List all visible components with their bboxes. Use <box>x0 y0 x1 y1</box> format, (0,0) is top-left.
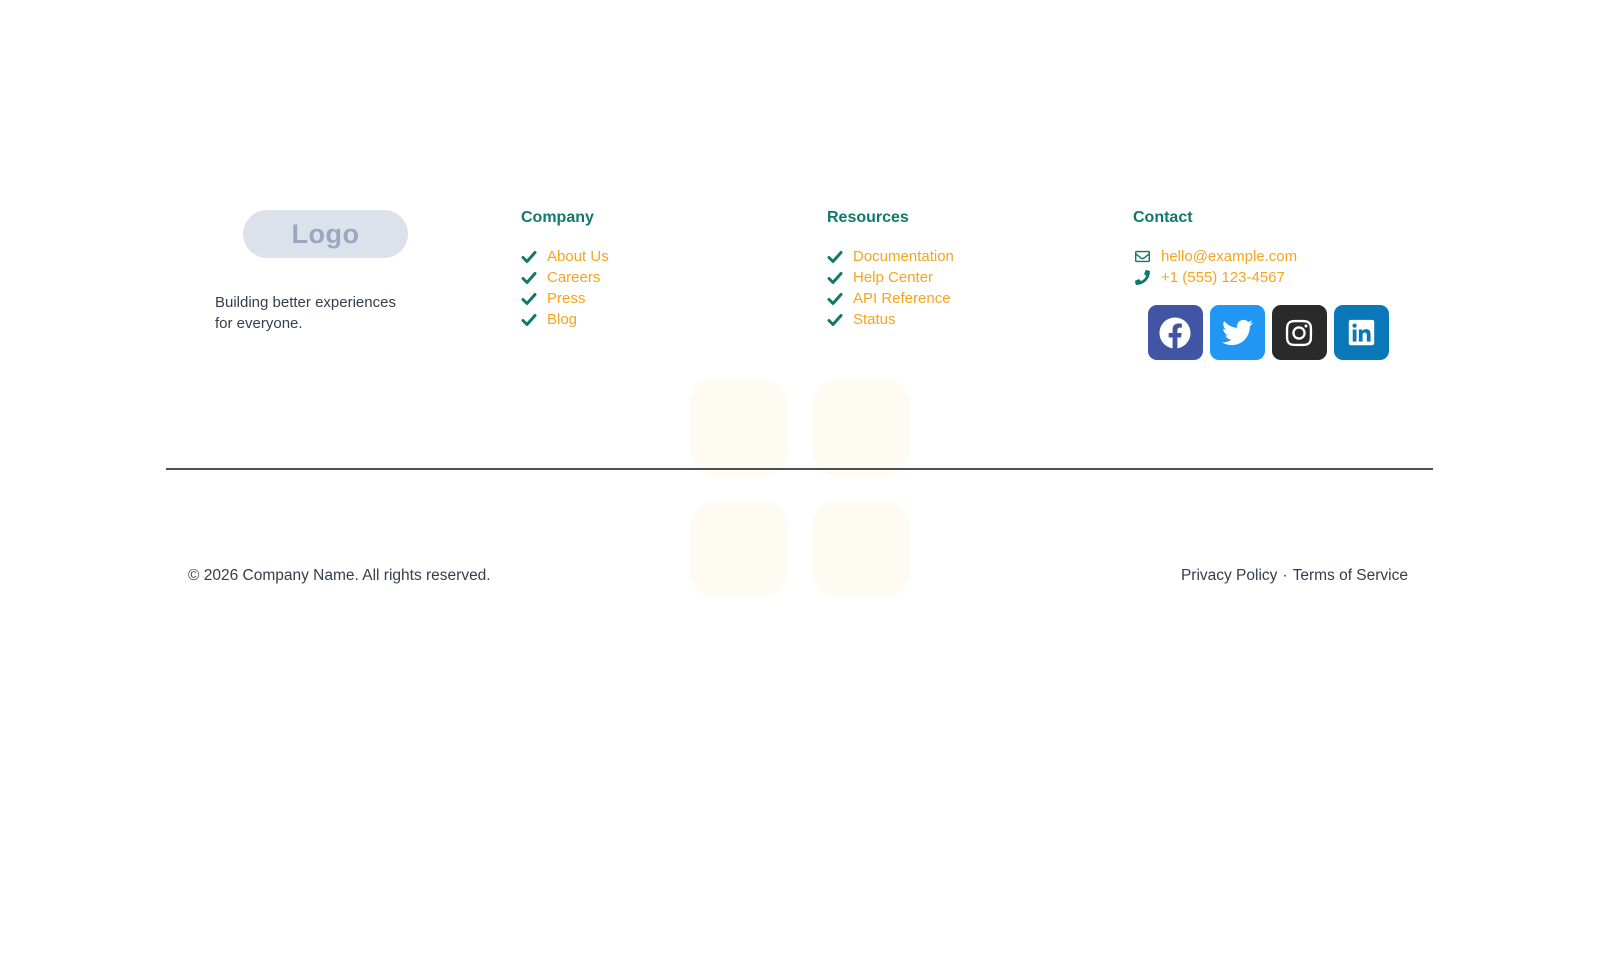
brand-tagline <box>215 292 485 334</box>
footer-row-help-center <box>827 267 1097 288</box>
social-links <box>1133 305 1403 360</box>
facebook-icon <box>1159 317 1191 349</box>
copyright-text: © 2026 Company Name. All rights reserved. <box>188 567 491 584</box>
phone-icon <box>1133 270 1152 285</box>
footer-link-blog[interactable]: Blog <box>547 311 578 328</box>
legal-separator: · <box>1282 567 1288 584</box>
bottom-bar <box>166 567 1433 585</box>
tagline-line-1: Building better experiences <box>215 294 396 311</box>
contact-email-link[interactable]: hello@example.com <box>1161 248 1298 265</box>
footer-columns <box>166 0 1433 360</box>
footer-link-press[interactable]: Press <box>547 290 586 307</box>
footer-link-documentation[interactable]: Documentation <box>853 248 954 265</box>
check-icon <box>827 271 843 285</box>
footer-link-api-reference[interactable]: API Reference <box>853 290 951 307</box>
check-icon <box>827 313 843 327</box>
check-icon <box>521 271 537 285</box>
tagline-line-2: for everyone. <box>215 315 303 332</box>
twitter-icon <box>1222 317 1253 348</box>
instagram-button[interactable] <box>1272 305 1327 360</box>
footer-column-resources <box>827 209 1097 330</box>
logo[interactable] <box>243 210 408 258</box>
contact-phone-row <box>1133 267 1403 288</box>
resources-column-title: Resources <box>827 209 909 226</box>
footer-link-status[interactable]: Status <box>853 311 896 328</box>
privacy-policy-link[interactable]: Privacy Policy <box>1180 567 1278 584</box>
footer-link-help-center[interactable]: Help Center <box>853 269 934 286</box>
footer-row-status <box>827 309 1097 330</box>
contact-email-row <box>1133 246 1403 267</box>
linkedin-icon <box>1347 318 1376 347</box>
footer <box>166 0 1433 585</box>
logo-text: Logo <box>291 218 360 249</box>
footer-divider <box>166 468 1433 470</box>
footer-row-documentation <box>827 246 1097 267</box>
terms-of-service-link[interactable]: Terms of Service <box>1292 567 1408 584</box>
check-icon <box>827 250 843 264</box>
check-icon <box>827 292 843 306</box>
facebook-button[interactable] <box>1148 305 1203 360</box>
footer-row-api-reference <box>827 288 1097 309</box>
brand-column <box>215 209 485 334</box>
instagram-icon <box>1284 318 1314 348</box>
footer-row-careers <box>521 267 791 288</box>
contact-column-title: Contact <box>1133 209 1193 226</box>
footer-row-press <box>521 288 791 309</box>
footer-row-about-us <box>521 246 791 267</box>
footer-column-company <box>521 209 791 330</box>
twitter-button[interactable] <box>1210 305 1265 360</box>
check-icon <box>521 250 537 264</box>
envelope-icon <box>1133 249 1152 264</box>
footer-row-blog <box>521 309 791 330</box>
footer-column-contact <box>1133 209 1403 360</box>
linkedin-button[interactable] <box>1334 305 1389 360</box>
check-icon <box>521 313 537 327</box>
check-icon <box>521 292 537 306</box>
contact-phone-link[interactable]: +1 (555) 123-4567 <box>1161 269 1285 286</box>
footer-link-about-us[interactable]: About Us <box>547 248 609 265</box>
legal-links <box>1181 567 1408 585</box>
company-column-title: Company <box>521 209 594 226</box>
footer-link-careers[interactable]: Careers <box>547 269 601 286</box>
